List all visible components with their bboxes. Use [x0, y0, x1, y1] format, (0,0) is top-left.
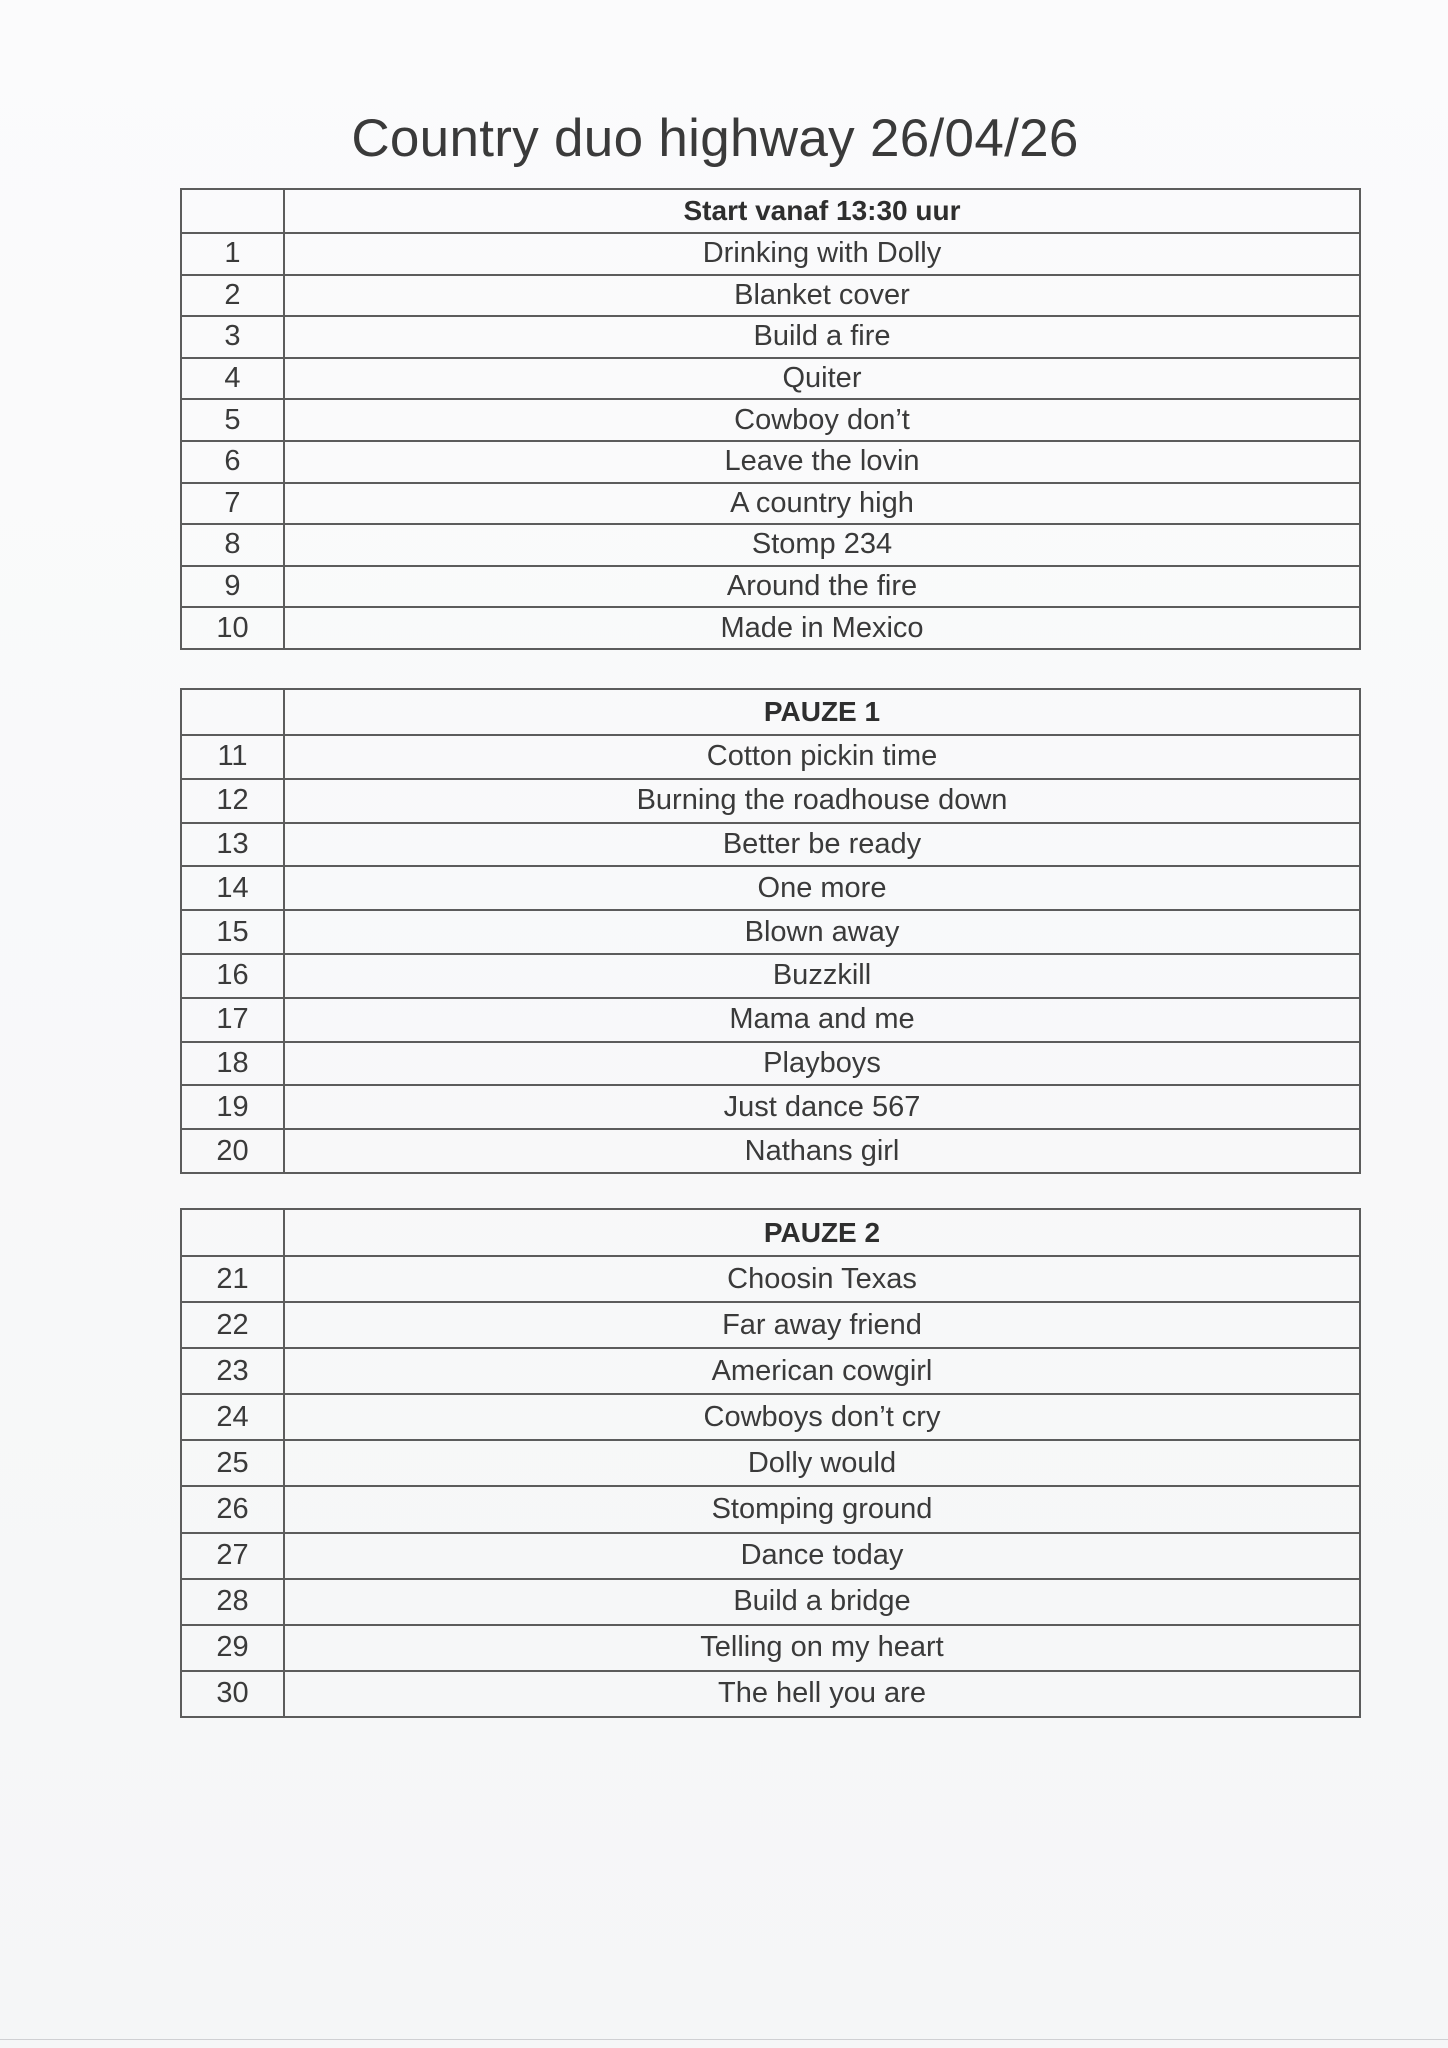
- song-number: 21: [181, 1256, 284, 1302]
- song-number: 25: [181, 1440, 284, 1486]
- song-title: Playboys: [284, 1042, 1360, 1086]
- song-number: 27: [181, 1533, 284, 1579]
- set-header-number-cell: [181, 1209, 284, 1256]
- song-row: [181, 524, 1360, 566]
- song-title: Quiter: [284, 358, 1360, 400]
- song-title: A country high: [284, 483, 1360, 525]
- song-title: One more: [284, 866, 1360, 910]
- setlist-table-set-2: [180, 688, 1361, 1174]
- song-title: Blown away: [284, 910, 1360, 954]
- song-row: [181, 1302, 1360, 1348]
- song-title: Cowboys don’t cry: [284, 1394, 1360, 1440]
- song-title: Choosin Texas: [284, 1256, 1360, 1302]
- song-row: [181, 1042, 1360, 1086]
- song-title: Blanket cover: [284, 275, 1360, 317]
- song-number: 20: [181, 1129, 284, 1173]
- set-header-row: [181, 689, 1360, 735]
- song-row: [181, 275, 1360, 317]
- song-row: [181, 483, 1360, 525]
- set-header-label: PAUZE 2: [284, 1209, 1360, 1256]
- song-row: [181, 954, 1360, 998]
- song-number: 22: [181, 1302, 284, 1348]
- setlist-table-set-1: [180, 188, 1361, 650]
- song-number: 9: [181, 566, 284, 608]
- song-title: Cowboy don’t: [284, 399, 1360, 441]
- song-number: 3: [181, 316, 284, 358]
- setlist-table-set-3: [180, 1208, 1361, 1718]
- song-number: 23: [181, 1348, 284, 1394]
- song-row: [181, 1256, 1360, 1302]
- song-row: [181, 1486, 1360, 1532]
- song-row: [181, 1348, 1360, 1394]
- song-number: 18: [181, 1042, 284, 1086]
- song-number: 14: [181, 866, 284, 910]
- song-row: [181, 607, 1360, 649]
- set-header-label: PAUZE 1: [284, 689, 1360, 735]
- song-number: 10: [181, 607, 284, 649]
- song-number: 2: [181, 275, 284, 317]
- song-number: 28: [181, 1579, 284, 1625]
- song-row: [181, 441, 1360, 483]
- song-number: 5: [181, 399, 284, 441]
- song-number: 26: [181, 1486, 284, 1532]
- song-title: Stomping ground: [284, 1486, 1360, 1532]
- song-title: Dolly would: [284, 1440, 1360, 1486]
- song-number: 13: [181, 823, 284, 867]
- set-header-label: Start vanaf 13:30 uur: [284, 189, 1360, 233]
- song-row: [181, 1579, 1360, 1625]
- song-number: 17: [181, 998, 284, 1042]
- song-title: American cowgirl: [284, 1348, 1360, 1394]
- song-title: Build a fire: [284, 316, 1360, 358]
- song-row: [181, 358, 1360, 400]
- song-number: 29: [181, 1625, 284, 1671]
- song-number: 11: [181, 735, 284, 779]
- song-title: Cotton pickin time: [284, 735, 1360, 779]
- song-title: Burning the roadhouse down: [284, 779, 1360, 823]
- set-header-number-cell: [181, 689, 284, 735]
- song-title: Dance today: [284, 1533, 1360, 1579]
- song-number: 4: [181, 358, 284, 400]
- song-row: [181, 233, 1360, 275]
- song-row: [181, 566, 1360, 608]
- set-header-row: [181, 1209, 1360, 1256]
- song-number: 30: [181, 1671, 284, 1717]
- song-row: [181, 399, 1360, 441]
- song-number: 24: [181, 1394, 284, 1440]
- song-title: Better be ready: [284, 823, 1360, 867]
- song-title: Leave the lovin: [284, 441, 1360, 483]
- song-row: [181, 735, 1360, 779]
- set-header-number-cell: [181, 189, 284, 233]
- set-header-row: [181, 189, 1360, 233]
- song-number: 8: [181, 524, 284, 566]
- song-number: 12: [181, 779, 284, 823]
- song-number: 7: [181, 483, 284, 525]
- song-row: [181, 1394, 1360, 1440]
- song-title: Build a bridge: [284, 1579, 1360, 1625]
- song-title: Just dance 567: [284, 1085, 1360, 1129]
- song-row: [181, 1671, 1360, 1717]
- song-row: [181, 998, 1360, 1042]
- song-title: Drinking with Dolly: [284, 233, 1360, 275]
- song-title: Nathans girl: [284, 1129, 1360, 1173]
- song-title: Around the fire: [284, 566, 1360, 608]
- song-title: Mama and me: [284, 998, 1360, 1042]
- song-number: 16: [181, 954, 284, 998]
- song-title: The hell you are: [284, 1671, 1360, 1717]
- song-title: Made in Mexico: [284, 607, 1360, 649]
- page-bottom-edge: [0, 2039, 1448, 2040]
- page-title: Country duo highway 26/04/26: [351, 109, 1079, 168]
- song-title: Stomp 234: [284, 524, 1360, 566]
- song-number: 19: [181, 1085, 284, 1129]
- song-row: [181, 1085, 1360, 1129]
- song-row: [181, 316, 1360, 358]
- song-row: [181, 1129, 1360, 1173]
- song-row: [181, 1533, 1360, 1579]
- song-title: Telling on my heart: [284, 1625, 1360, 1671]
- song-number: 6: [181, 441, 284, 483]
- song-row: [181, 866, 1360, 910]
- song-title: Far away friend: [284, 1302, 1360, 1348]
- song-row: [181, 1625, 1360, 1671]
- song-row: [181, 910, 1360, 954]
- song-number: 15: [181, 910, 284, 954]
- song-row: [181, 1440, 1360, 1486]
- song-number: 1: [181, 233, 284, 275]
- song-row: [181, 779, 1360, 823]
- song-row: [181, 823, 1360, 867]
- song-title: Buzzkill: [284, 954, 1360, 998]
